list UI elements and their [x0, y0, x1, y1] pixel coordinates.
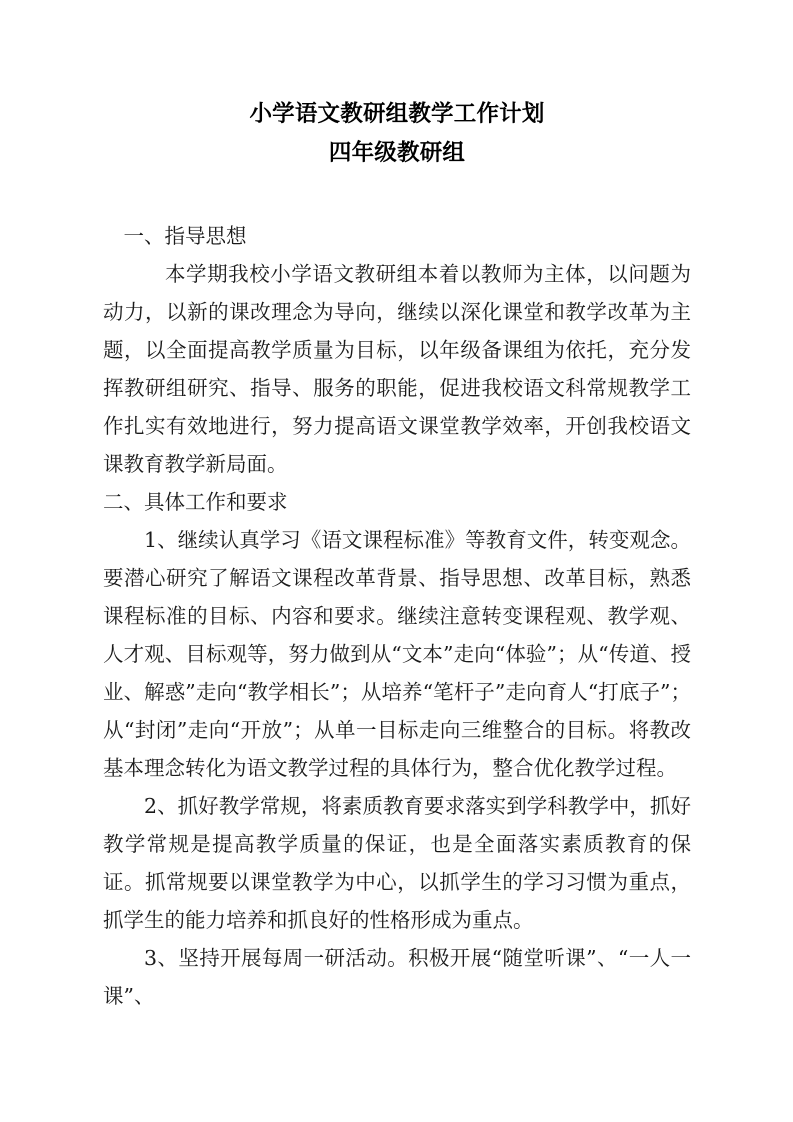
- page-content: [103, 0, 691, 1015]
- document-subtitle: 四年级教研组: [328, 140, 466, 166]
- document-title: 小学语文教研组教学工作计划: [249, 101, 545, 127]
- document-body: [103, 217, 691, 1015]
- section-heading-specific-work: 二、具体工作和要求: [103, 490, 288, 514]
- section-heading-guiding-ideology: 一、指导思想: [123, 224, 247, 248]
- list-item-2: 2、抓好教学常规，将素质教育要求落实到学科教学中，抓好教学常规是提高教学质量的保证，也是全面落实素质教育的保证。抓常规要以课堂教学为中心，以抓学生的学习习惯为重点，抓学生的能力培养和抓良好的性格形成为重点。: [103, 794, 691, 932]
- list-item-3: 3、坚持开展每周一研活动。积极开展“随堂听课”、“一人一课”、: [103, 946, 691, 1008]
- list-item-1: 1、继续认真学习《语文课程标准》等教育文件，转变观念。要潜心研究了解语文课程改革背景、指导思想、改革目标，熟悉课程标准的目标、内容和要求。继续注意转变课程观、教学观、人才观、目标观等，努力做到从“文本”走向“体验”；从“传道、授业、解惑”走向“教学相长”；从培养“笔杆子”走向育人“打底子”；从“封闭”走向“开放”；从单一目标走向三维整合的目标。将教改基本理念转化为语文教学过程的具体行为，整合优化教学过程。: [103, 528, 691, 780]
- paragraph-guiding-ideology: 本学期我校小学语文教研组本着以教师为主体，以问题为动力，以新的课改理念为导向，继续以深化课堂和教学改革为主题，以全面提高教学质量为目标，以年级备课组为依托，充分发挥教研组研究、指导、服务的职能，促进我校语文科常规教学工作扎实有效地进行，努力提高语文课堂教学效率，开创我校语文课教育教学新局面。: [103, 262, 691, 476]
- title-block: [103, 95, 691, 173]
